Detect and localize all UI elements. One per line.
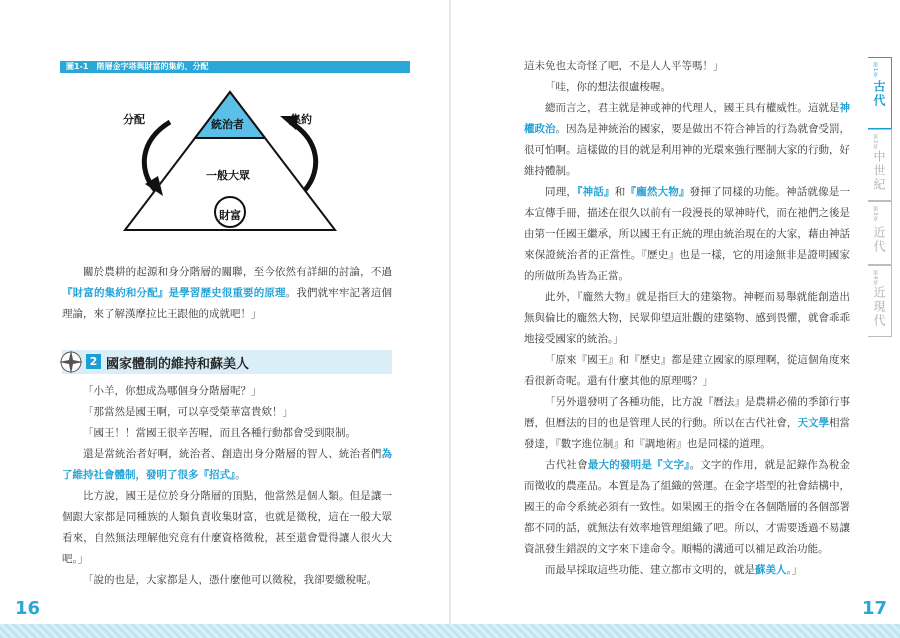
section-title: 國家體制的維持和蘇美人 <box>106 357 250 372</box>
right-para-1: 這未免也太奇怪了吧，不是人人平等嗎！」 <box>524 60 724 72</box>
dialogue-line-3: 「國王！！當國王很辛苦喔，而且各種行動都會受到限制。 <box>83 427 356 439</box>
chapter-tab-medieval[interactable] <box>868 129 892 201</box>
middle-label: 一般大眾 <box>206 169 250 182</box>
intro-text-2: 。我們就牢牢記著這個理論，來了解漢摩拉比王跟他的成就吧！」 <box>62 287 393 320</box>
right-para-3: 總而言之，君主就是神或神的代理人，國王具有權威性。這就是神權政治。因為是神統治的國家，要是做出不符合神旨的行為就會受罰，很可怕啊。這樣做的目的就是利用神的光環來強行壓制大家的行動，好維持體制。 <box>524 102 851 177</box>
dialogue-line-4: 還是當統治者好啊，統治者、創造出身分階層的智人、統治者們為了維持社會體制，發明了很多『招式』。 <box>62 448 392 481</box>
wealth-label: 財富 <box>219 209 241 222</box>
chapter-tab-label: 古代 <box>872 80 886 108</box>
dialogue-line-2: 「那當然是國王啊，可以享受榮華富貴欸！」 <box>83 406 293 418</box>
highlight-theocracy: 神權政治 <box>524 102 850 135</box>
right-text-block <box>524 56 850 581</box>
chapter-tab-number: 第4章 <box>872 270 878 287</box>
highlight-sumerians: 蘇美人 <box>755 564 787 576</box>
chapter-tab-ancient[interactable] <box>868 57 892 129</box>
chapter-tab-number: 第3章 <box>872 206 878 223</box>
right-para-6: 「原來『國王』和『歷史』都是建立國家的原理啊，從這個角度來看很新奇呢。還有什麼其他的原理嗎？」 <box>524 354 850 387</box>
page-number-left: 16 <box>15 598 41 619</box>
dialogue-line-1: 「小羊，你想成為哪個身分階層呢？」 <box>83 385 262 397</box>
section-number: 2 <box>86 354 101 369</box>
highlight-writing: 最大的發明是『文字』 <box>587 459 690 471</box>
apex-label: 統治者 <box>211 118 244 131</box>
chapter-tab-modern[interactable] <box>868 201 892 265</box>
intro-paragraph <box>62 262 392 325</box>
chapter-tabs <box>868 57 892 337</box>
figure-caption: 圖1-1 階層金字塔與財富的集約、分配 <box>60 61 410 73</box>
highlight-myth: 『神話』 <box>577 186 615 198</box>
right-para-4: 同理，『神話』和『龐然大物』發揮了同樣的功能。神話就像是一本宣傳手冊，描述在很久以前有一段漫長的眾神時代，而在祂們之後是由第一任國王繼承，所以國王有正統的理由統治現在的大家，藉由神話來保證統治者的正當性。『歷史』也是一樣，它的用途無非是證明國家的所做所為皆為正當。 <box>524 186 851 282</box>
right-para-7: 「另外還發明了各種功能，比方說『曆法』是農耕必備的季節行事曆，但曆法的目的也是管理人民的行動。所以在古代社會，天文學相當發達，『數字進位制』和『調地術』也是同樣的道理。 <box>524 396 851 450</box>
chapter-tab-label: 近代 <box>872 226 886 254</box>
right-para-2: 「哇，你的想法很盧梭喔。 <box>545 81 671 93</box>
highlight-monument: 『龐然大物』 <box>625 186 690 198</box>
compass-icon <box>58 349 84 375</box>
dialogue-highlight: 為了維持社會體制，發明了很多『招式』 <box>62 448 392 481</box>
dialogue-line-5: 比方說，國王是位於身分階層的頂點，他當然是個人類。但是讓一個跟大家都是同種族的人類負責收集財富，也就是徵稅，這在一般大眾看來，自然無法理解他究竟有什麼資格徵稅，甚至還會覺得讓人很火大吧。」 <box>62 490 392 565</box>
chapter-tab-label: 近現代 <box>872 286 886 328</box>
page-number-right: 17 <box>862 598 888 619</box>
decorative-bottom-strip <box>0 624 900 638</box>
chapter-tab-number: 第2章 <box>872 134 878 151</box>
dialogue-block <box>62 381 392 591</box>
intro-text-1: 關於農耕的起源和身分階層的關聯，至今依然有詳細的討論，不過 <box>83 266 392 278</box>
right-para-5: 此外，『龐然大物』就是指巨大的建築物。神輕而易舉就能創造出無與倫比的龐然大物，民眾仰望這壯觀的建築物、感到畏懼，就會乖乖地接受國家的統治。」 <box>524 291 850 345</box>
highlight-astronomy: 天文學 <box>797 417 829 429</box>
concentration-label: 集約 <box>290 113 312 126</box>
chapter-tab-label: 中世紀 <box>872 150 886 192</box>
chapter-tab-contemporary[interactable] <box>868 265 892 337</box>
distribution-label: 分配 <box>123 113 145 126</box>
section-heading <box>62 350 392 374</box>
right-para-8: 古代社會最大的發明是『文字』。文字的作用，就是記錄作為稅金而徵收的農產品。本質是為了組織的營運。在金字塔型的社會結構中，國王的命令系統必須有一致性。如果國王的指令在各個階層的各個部署都不同的話，就無法有效率地管理組織了吧。所以，才需要透過不易讓資訊發生錯誤的文字來下達命令。順暢的溝通可以補足政治功能。 <box>524 459 851 555</box>
chapter-tab-number: 第1章 <box>872 62 878 79</box>
right-para-9: 而最早採取這些功能、建立都市文明的，就是蘇美人。」 <box>545 564 803 576</box>
dialogue-line-6: 「說的也是，大家都是人，憑什麼他可以徵稅，我卻要繳稅呢。 <box>83 574 377 586</box>
intro-highlight: 『財富的集約和分配』是學習歷史很重要的原理 <box>62 287 286 299</box>
page-gutter <box>449 0 451 638</box>
